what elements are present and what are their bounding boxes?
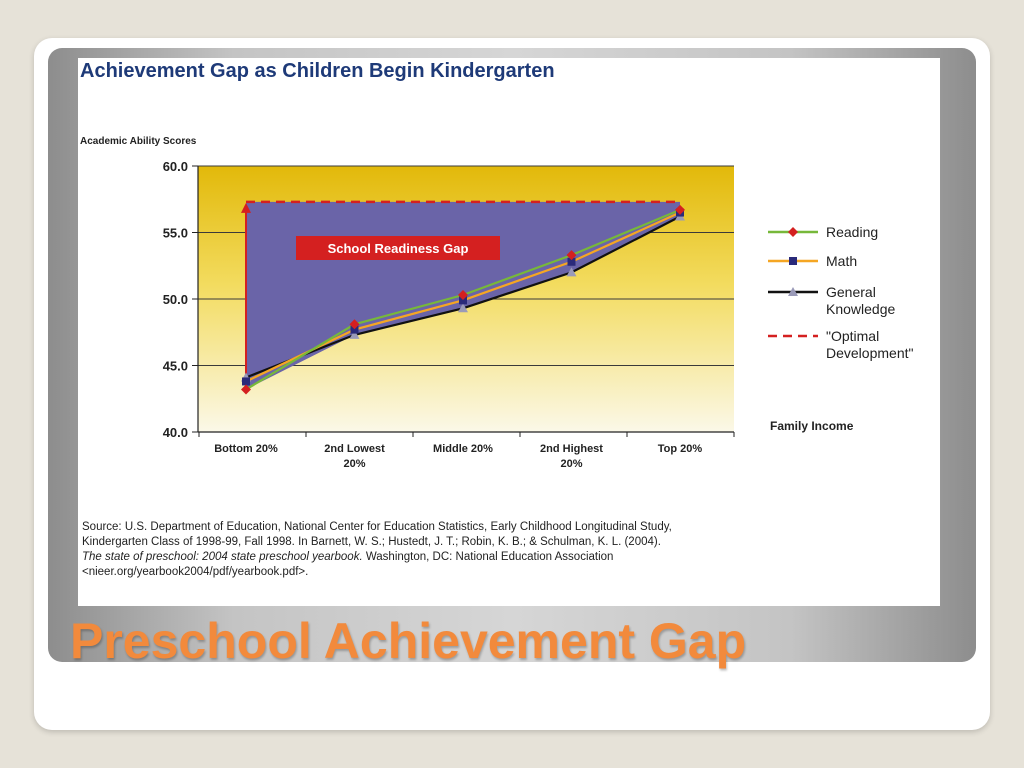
source-citation xyxy=(82,520,932,580)
source-line-4: <nieer.org/yearbook2004/pdf/yearbook.pdf>. xyxy=(82,566,309,578)
legend-marker xyxy=(788,227,798,237)
y-axis-title: Academic Ability Scores xyxy=(80,136,197,147)
x-tick-label: Top 20% xyxy=(657,443,703,455)
line-chart xyxy=(78,58,940,518)
slide-title: Preschool Achievement Gap xyxy=(70,613,747,669)
legend-marker xyxy=(789,257,797,265)
x-tick-label: Bottom 20% xyxy=(214,443,278,455)
y-tick-label: 60.0 xyxy=(162,159,188,174)
y-tick-label: 55.0 xyxy=(162,225,188,241)
y-tick-label: 50.0 xyxy=(162,292,188,307)
source-line-1: Source: U.S. Department of Education, National Center for Education Statistics, Early Childhood Longitudinal Study, xyxy=(82,521,672,533)
legend-label: Reading xyxy=(826,224,879,240)
y-tick-label: 45.0 xyxy=(162,358,188,374)
annotation-group xyxy=(296,236,500,260)
legend xyxy=(768,224,913,361)
x-tick-label: 2nd Lowest 20% xyxy=(324,443,385,470)
legend-label: General Knowledge xyxy=(826,284,896,317)
gap-label-text: School Readiness Gap xyxy=(327,241,469,256)
source-line-3-rest: Washington, DC: National Education Association xyxy=(362,551,614,563)
chart-title: Achievement Gap as Children Begin Kindergarten xyxy=(80,60,555,82)
legend-label: Math xyxy=(826,253,858,269)
data-point xyxy=(242,377,250,385)
legend-label: "Optimal Development" xyxy=(826,328,914,361)
x-axis-title: Family Income xyxy=(770,419,854,433)
source-italic: The state of preschool: 2004 state preschool yearbook. xyxy=(82,551,363,563)
chart-figure xyxy=(78,58,940,606)
y-tick-label: 40.0 xyxy=(162,425,188,440)
x-tick-label: Middle 20% xyxy=(433,443,493,455)
source-line-2: Kindergarten Class of 1998-99, Fall 1998. In Barnett, W. S.; Hustedt, J. T.; Robin, K. B.; & Schulman, K. L. (2004). xyxy=(82,536,661,548)
source-line-3 xyxy=(82,550,932,565)
x-tick-label: 2nd Highest 20% xyxy=(540,443,603,470)
